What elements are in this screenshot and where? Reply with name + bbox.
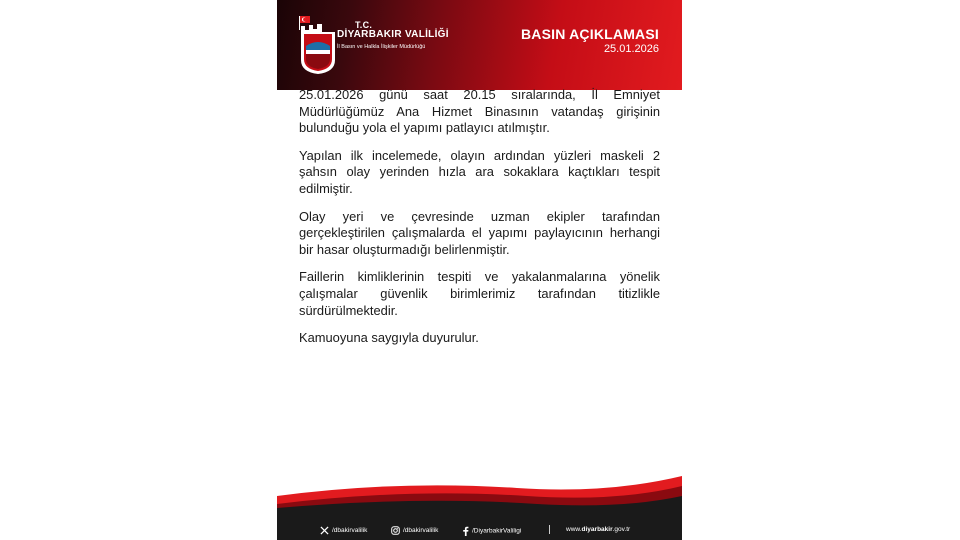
paragraph: Faillerin kimliklerinin tespiti ve yakalanmalarına yönelik çalışmalar güvenlik birimlerimiz tarafından titizlikle sürdürülmektedir. — [299, 269, 660, 318]
statement-body — [299, 87, 660, 358]
facebook-icon — [462, 526, 469, 536]
governorship-emblem-icon — [297, 12, 339, 80]
instagram-handle: /dbakirvalilik — [403, 527, 439, 534]
press-release-document — [277, 0, 682, 540]
header-banner — [277, 0, 682, 90]
x-logo-icon — [320, 526, 329, 535]
paragraph: 25.01.2026 günü saat 20.15 sıralarında, İl Emniyet Müdürlüğümüz Ana Hizmet Binasının vatandaş girişinin bulunduğu yola el yapımı patlayıcı atılmıştır. — [299, 87, 660, 136]
brand-name: DİYARBAKIR VALİLİĞİ — [337, 29, 449, 40]
website-suffix: .gov.tr — [612, 526, 631, 533]
instagram-link[interactable] — [391, 526, 438, 535]
brand-subtitle: İl Basın ve Halkla İlişkiler Müdürlüğü — [337, 44, 426, 50]
brand-title — [337, 20, 449, 40]
paragraph: Olay yeri ve çevresinde uzman ekipler tarafından gerçekleştirilen çalışmalarda el yapımı paylayıcının herhangi bir hasar oluşturmadığı belirlenmiştir. — [299, 208, 660, 257]
brand-tc: T.C. — [355, 20, 373, 30]
footer-divider — [549, 525, 550, 534]
website-link[interactable] — [566, 526, 630, 533]
paragraph: Yapılan ilk incelemede, olayın ardından yüzleri maskeli 2 şahsın olay yerinden hızla ara sokaklara kaçtıkları tespit edilmiştir. — [299, 147, 660, 196]
document-date: 25.01.2026 — [603, 43, 659, 55]
facebook-handle: /DiyarbakirValiligi — [472, 527, 522, 535]
x-link[interactable] — [320, 526, 367, 535]
website-domain: diyarbakir — [581, 526, 613, 533]
website-prefix: www. — [566, 526, 582, 533]
facebook-link[interactable] — [462, 526, 521, 536]
paragraph: Kamuoyuna saygıyla duyurulur. — [299, 330, 479, 346]
footer-bar — [277, 474, 682, 540]
instagram-icon — [391, 526, 400, 535]
x-handle: /dbakirvalilik — [332, 527, 368, 534]
document-title: BASIN AÇIKLAMASI — [520, 26, 659, 42]
